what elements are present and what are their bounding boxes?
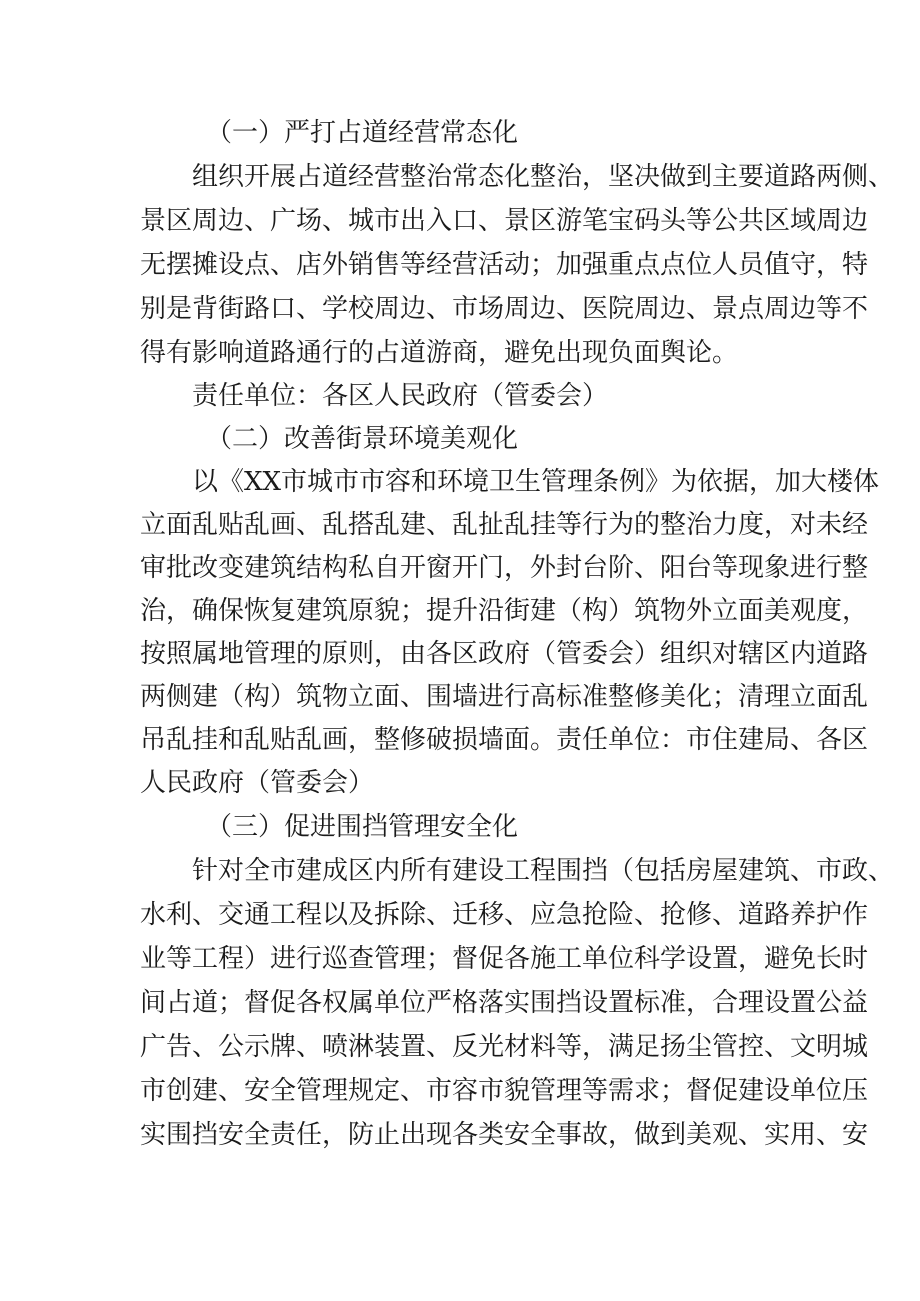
paragraph-line: 两侧建（构）筑物立面、围墙进行高标准整修美化；清理立面乱: [140, 682, 869, 712]
section-heading-3: （三）促进围挡管理安全化: [206, 812, 519, 842]
paragraph-line: 针对全市建成区内所有建设工程围挡（包括房屋建筑、市政、: [192, 856, 895, 886]
paragraph-line: 立面乱贴乱画、乱搭乱建、乱扯乱挂等行为的整治力度，对未经: [140, 510, 869, 540]
paragraph-line: 水利、交通工程以及拆除、迁移、应急抢险、抢修、道路养护作: [140, 900, 869, 930]
paragraph-line: 景区周边、广场、城市出入口、景区游笔宝码头等公共区域周边: [140, 206, 869, 236]
paragraph-line: 吊乱挂和乱贴乱画，整修破损墙面。责任单位：市住建局、各区: [140, 725, 869, 755]
paragraph-line: 得有影响道路通行的占道游商，避免出现负面舆论。: [140, 338, 739, 368]
paragraph-line: 广告、公示牌、喷淋装置、反光材料等，满足扬尘管控、文明城: [140, 1032, 869, 1062]
paragraph-line: 无摆摊设点、店外销售等经营活动；加强重点点位人员值守，特: [140, 250, 869, 280]
paragraph-line: 组织开展占道经营整治常态化整治，坚决做到主要道路两侧、: [192, 162, 895, 192]
section-heading-2: （二）改善街景环境美观化: [206, 424, 519, 454]
paragraph-line: 别是背街路口、学校周边、市场周边、医院周边、景点周边等不: [140, 294, 869, 324]
paragraph-line: 业等工程）进行巡查管理；督促各施工单位科学设置，避免长时: [140, 944, 869, 974]
paragraph-line: 实围挡安全责任，防止出现各类安全事故，做到美观、实用、安: [140, 1120, 869, 1150]
paragraph-line: 按照属地管理的原则，由各区政府（管委会）组织对辖区内道路: [140, 639, 869, 669]
responsible-unit-line: 责任单位：各区人民政府（管委会）: [192, 381, 609, 411]
paragraph-line: 治，确保恢复建筑原貌；提升沿街建（构）筑物外立面美观度，: [140, 596, 869, 626]
paragraph-line: 间占道；督促各权属单位严格落实围挡设置标准，合理设置公益: [140, 988, 869, 1018]
paragraph-line: 以《XX市城市市容和环境卫生管理条例》为依据，加大楼体: [192, 467, 880, 497]
paragraph-line: 审批改变建筑结构私自开窗开门，外封台阶、阳台等现象进行整: [140, 553, 869, 583]
paragraph-line: 市创建、安全管理规定、市容市貌管理等需求；督促建设单位压: [140, 1076, 869, 1106]
paragraph-line: 人民政府（管委会）: [140, 768, 375, 798]
section-heading-1: （一）严打占道经营常态化: [206, 118, 519, 148]
